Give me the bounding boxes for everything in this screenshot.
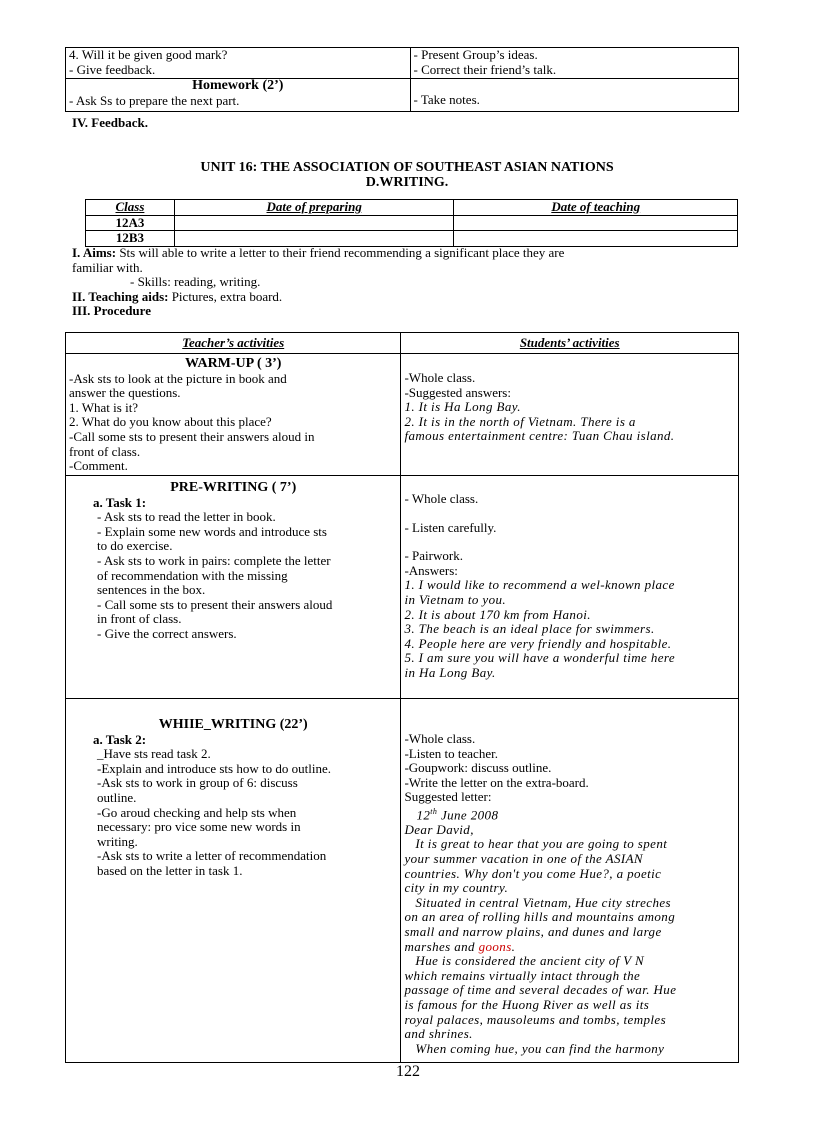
letter-text: marshes and [404,938,479,954]
letter-line: small and narrow plains, and dunes and large [404,924,662,940]
letter-date [404,805,735,823]
text-line: -Whole class. [404,370,476,385]
text-line: - Pairwork. [404,548,463,564]
text-line: of recommendation with the missing [97,567,288,583]
answer-line: in Vietnam to you. [404,591,507,607]
answer-line: famous entertainment centre: Tuan Chau island. [404,428,675,444]
text-line: -Explain and introduce sts how to do outline. [97,760,331,776]
students-cell [410,48,738,79]
date-rest: June 2008 [437,807,499,823]
text-line: to do exercise. [97,538,173,554]
letter-line: which remains virtually intact through the [404,967,641,983]
whilewriting-title: WHIIE_WRITING (22’) [158,717,308,732]
answer-line: 3. The beach is an ideal place for swimmers. [404,621,655,637]
table-row [66,699,739,1063]
letter-line: passage of time and several decades of war. Hue [404,982,677,998]
page-number: 122 [396,1063,420,1080]
text-line: -Whole class. [404,731,476,746]
date-suffix: th [430,806,438,816]
class-table [85,199,738,247]
text-line: Suggested letter: [404,789,492,805]
letter-text: . [511,938,516,954]
text-line: necessary: pro vice some new words in [97,819,301,835]
letter-line: royal palaces, mausoleums and tombs, temples [404,1011,667,1027]
warmup-title: WARM-UP ( 3’) [185,356,282,371]
text-line: 1. What is it? [69,399,139,415]
feedback-heading: IV. Feedback. [72,115,148,130]
text-line: writing. [97,833,138,849]
table-row [66,79,739,112]
letter-line: Situated in central Vietnam, Hue city streches [404,894,672,910]
text-line: -Ask sts to look at the picture in book and [69,370,287,386]
procedure-heading: III. Procedure [72,303,151,319]
table-row [66,476,739,699]
table-header-row [66,333,739,354]
students-cell [401,476,739,699]
students-cell [401,699,739,1063]
table-row [66,354,739,476]
aims-skills: - Skills: reading, writing. [130,274,261,290]
table-row [86,231,738,247]
letter-salutation: Dear David, [404,821,474,837]
text-line: -Listen to teacher. [404,745,498,761]
letter-line: city in my country. [404,880,509,896]
text-line: - Call some sts to present their answers aloud [97,596,333,612]
letter-line: on an area of rolling hills and mountains among [404,909,676,925]
date-cell [174,231,454,247]
text-line: - Take notes. [413,91,480,107]
letter-line [404,940,735,955]
text-line: -Goupwork: discuss outline. [404,760,552,776]
misspelled-word: goons [478,938,512,954]
text-line: outline. [97,789,137,805]
class-cell: 12B3 [86,231,175,247]
answer-line: 1. It is Ha Long Bay. [404,399,521,415]
teaching-aids-label: II. Teaching aids: [72,288,169,304]
letter-line: is famous for the Huong River as well as its [404,997,650,1013]
answer-line: 4. People here are very friendly and hospitable. [404,635,672,651]
prewriting-title: PRE-WRITING ( 7’) [170,480,297,495]
letter-line: It is great to hear that you are going to spent [404,836,668,852]
letter-line: countries. Why don't you come Hue?, a poetic [404,865,662,881]
letter-line: When coming hue, you can find the harmony [404,1040,665,1056]
teacher-cell [66,48,411,79]
answer-line: 2. It is about 170 km from Hanoi. [404,606,591,622]
text-line: - Ask sts to work in pairs: complete the letter [97,552,331,568]
text-line: - Explain some new words and introduce sts [97,523,327,539]
aims-block [72,246,732,319]
text-line: - Ask sts to read the letter in book. [97,509,276,525]
answer-line: 5. I am sure you will have a wonderful time here [404,650,676,666]
section-title: D.WRITING. [365,175,449,190]
text-line: -Go aroud checking and help sts when [97,804,297,820]
column-header: Date of preparing [174,200,454,216]
text-line: -Suggested answers: [404,384,511,400]
text-line: -Ask sts to write a letter of recommendation [97,848,327,864]
text-line: in front of class. [97,611,182,627]
date-cell [454,231,738,247]
table-header-row [86,200,738,216]
aims-text: familiar with. [72,259,143,275]
homework-title: Homework (2’) [192,78,284,93]
text-line: sentences in the box. [97,582,206,598]
table-row [86,215,738,231]
text-line: 2. What do you know about this place? [69,414,272,430]
teaching-aids-text: Pictures, extra board. [168,288,283,304]
text-line: - Give feedback. [69,61,156,77]
text-line: - Ask Ss to prepare the next part. [69,92,240,108]
text-line: -Answers: [404,562,458,578]
students-cell [410,79,738,112]
text-line: - Give the correct answers. [97,625,237,641]
class-cell: 12A3 [86,215,175,231]
students-cell [401,354,739,476]
unit-title: UNIT 16: THE ASSOCIATION OF SOUTHEAST ASIAN NATIONS [200,160,614,175]
column-header: Teacher’s activities [66,333,401,354]
column-header: Date of teaching [454,200,738,216]
table-row [66,48,739,79]
column-header: Class [86,200,175,216]
teacher-cell [66,476,401,699]
text-line: -Call some sts to present their answers aloud in [69,428,315,444]
text-line: front of class. [69,443,141,459]
text-line: - Correct their friend’s talk. [413,61,557,77]
procedure-table [65,332,739,1063]
task-label: a. Task 1: [93,494,147,510]
aims-label: I. Aims: [72,245,117,260]
text-line: based on the letter in task 1. [97,862,243,878]
text-line: -Comment. [69,458,128,474]
aims-text: Sts will able to write a letter to their friend recommending a significant place they are [116,245,565,260]
top-table [65,47,739,112]
date-cell [174,215,454,231]
teacher-cell [66,699,401,1063]
text-line: - Whole class. [404,491,479,506]
date-day: 12 [416,807,431,823]
letter-line: and shrines. [404,1026,473,1042]
text-line: -Ask sts to work in group of 6: discuss [97,775,298,791]
letter-line: your summer vacation in one of the ASIAN [404,851,643,867]
teacher-cell [66,79,411,112]
column-header: Students’ activities [401,333,739,354]
text-line: -Write the letter on the extra-board. [404,774,589,790]
letter-line: Hue is considered the ancient city of V N [404,953,645,969]
answer-line: 1. I would like to recommend a wel-known place [404,577,675,593]
task-label: a. Task 2: [93,731,147,747]
date-cell [454,215,738,231]
text-line: - Listen carefully. [404,519,497,535]
text-line: 4. Will it be given good mark? [69,47,228,62]
text-line: _Have sts read task 2. [97,746,211,762]
text-line: answer the questions. [69,385,181,401]
answer-line: in Ha Long Bay. [404,664,496,680]
teacher-cell [66,354,401,476]
text-line: - Present Group’s ideas. [413,47,538,62]
answer-line: 2. It is in the north of Vietnam. There is a [404,413,636,429]
